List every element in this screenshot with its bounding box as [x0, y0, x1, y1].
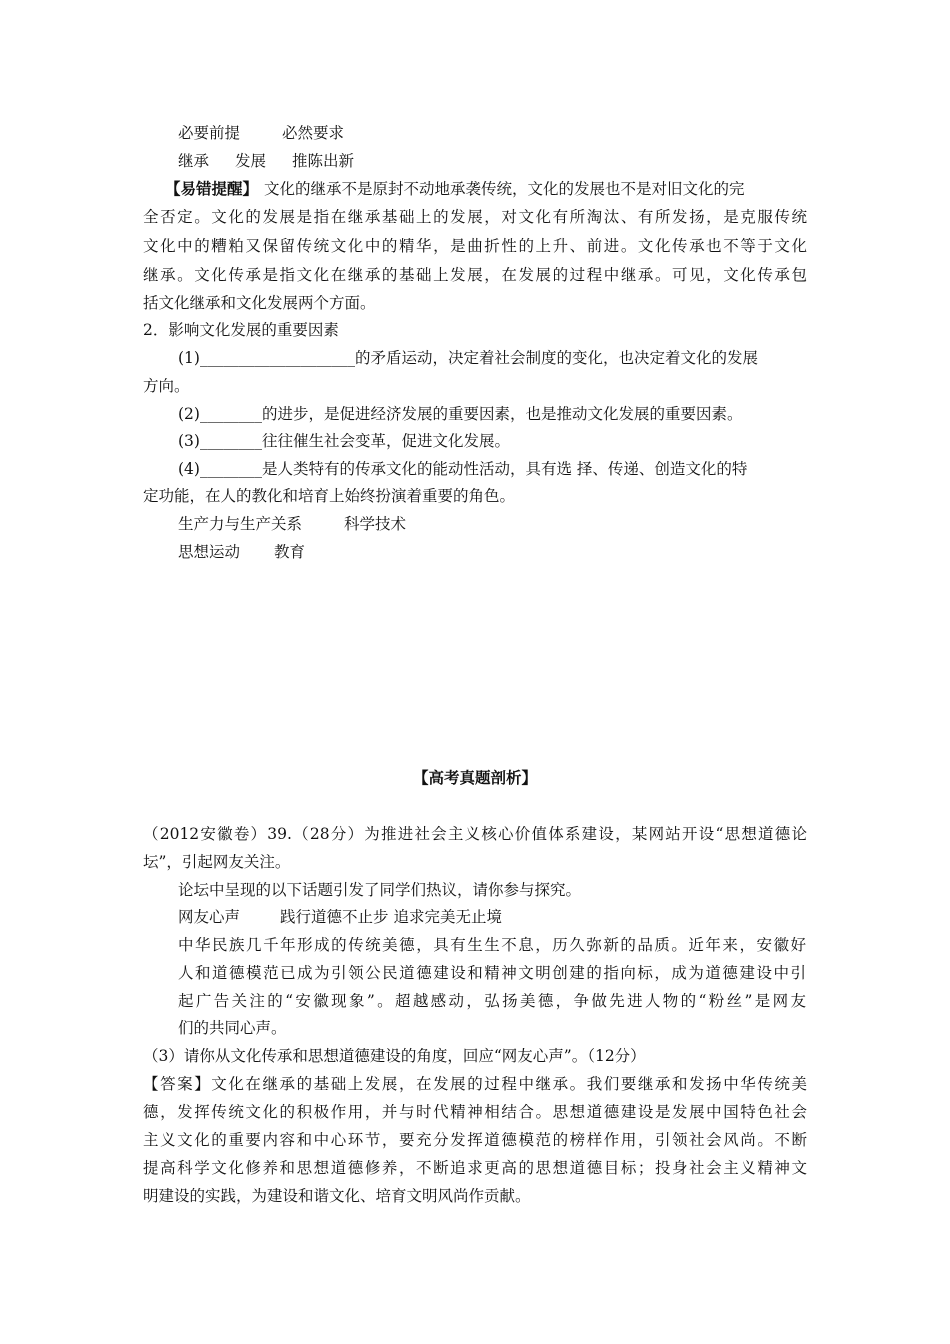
- topic-label: 网友心声: [178, 908, 241, 926]
- question-4: (4)________是人类特有的传承文化的能动性活动，具有选 择、传递、创造文化的特: [178, 460, 748, 478]
- answer-line-4: 提高科学文化修养和思想道德修养，不断追求更高的思想道德目标；投身社会主义精神文: [143, 1159, 807, 1177]
- tip-line-3: 文化中的糟粕又保留传统文化中的精华，是曲折性的上升、前进。文化传承也不等于文化: [143, 237, 807, 255]
- tip-line-5: 括文化继承和文化发展两个方面。: [143, 294, 376, 312]
- question-3: (3)________往往催生社会变革，促进文化发展。: [178, 432, 510, 450]
- exam-intro: 论坛中呈现的以下话题引发了同学们热议，请你参与探究。: [178, 881, 582, 899]
- answer-text: 必要前提: [178, 124, 241, 142]
- question-1-cont: 方向。: [143, 377, 190, 395]
- blank-field: ________: [199, 460, 262, 478]
- tip-line-4: 继承。文化传承是指文化在继承的基础上发展，在发展的过程中继承。可见，文化传承包: [143, 266, 807, 284]
- answer-text: 生产力与生产关系: [178, 515, 303, 533]
- answer-row-3: [178, 514, 406, 534]
- answer-text: 推陈出新: [292, 152, 355, 170]
- topic-paragraph-line-1: 中华民族几千年形成的传统美德，具有生生不息，历久弥新的品质。近年来，安徽好: [178, 936, 806, 954]
- blank-field: ____________________: [199, 349, 355, 367]
- topic-paragraph-line-3: 起广告关注的“安徽现象”。超越感动，弘扬美德，争做先进人物的“粉丝”是网友: [178, 992, 806, 1010]
- answer-text: 思想运动: [178, 543, 241, 561]
- answer-row-4: [178, 542, 305, 562]
- exam-question-line-1: （2012安徽卷）39.（28分）为推进社会主义核心价值体系建设，某网站开设“思想道德论: [143, 825, 807, 843]
- tip-label: 【易错提醒】: [165, 179, 259, 198]
- sub-question: （3）请你从文化传承和思想道德建设的角度，回应“网友心声”。（12分）: [143, 1047, 646, 1065]
- answer-line-1: 【答案】文化在继承的基础上发展，在发展的过程中继承。我们要继承和发扬中华传统美: [143, 1075, 807, 1093]
- topic-paragraph-line-4: 们的共同心声。: [178, 1019, 287, 1037]
- question-4-cont: 定功能，在人的教化和培育上始终扮演着重要的角色。: [143, 487, 516, 505]
- answer-row-1: [178, 123, 344, 143]
- topic-row: [178, 907, 502, 927]
- blank-field: ________: [199, 432, 262, 450]
- tip-line-1: 【易错提醒】 文化的继承不是原封不动地承袭传统，文化的发展也不是对旧文化的完: [165, 179, 745, 198]
- answer-line-2: 德，发挥传统文化的积极作用，并与时代精神相结合。思想道德建设是发展中国特色社会: [143, 1103, 807, 1121]
- answer-text: 继承: [178, 152, 210, 170]
- section-heading: 2．影响文化发展的重要因素: [143, 321, 339, 339]
- question-2: (2)________的进步，是促进经济发展的重要因素，也是推动文化发展的重要因素。: [178, 405, 743, 423]
- topic-text: 践行道德不止步 追求完美无止境: [280, 908, 502, 926]
- answer-line-3: 主义文化的重要内容和中心环节，要充分发挥道德模范的榜样作用，引领社会风尚。不断: [143, 1131, 807, 1149]
- answer-text: 必然要求: [282, 124, 345, 142]
- section-title: 【高考真题剖析】: [412, 768, 537, 787]
- answer-text: 科学技术: [344, 515, 407, 533]
- exam-question-line-2: 坛”，引起网友关注。: [143, 853, 291, 871]
- topic-paragraph-line-2: 人和道德模范已成为引领公民道德建设和精神文明创建的指向标，成为道德建设中引: [178, 964, 806, 982]
- answer-text: 发展: [235, 152, 267, 170]
- tip-line-2: 全否定。文化的发展是指在继承基础上的发展，对文化有所淘汰、有所发扬，是克服传统: [143, 208, 807, 226]
- answer-text: 教育: [274, 543, 306, 561]
- question-1: (1)____________________的矛盾运动，决定着社会制度的变化，也决定着文化的发展: [178, 349, 758, 367]
- answer-line-5: 明建设的实践，为建设和谐文化、培育文明风尚作贡献。: [143, 1187, 531, 1205]
- answer-row-2: [178, 151, 354, 171]
- blank-field: ________: [199, 405, 262, 423]
